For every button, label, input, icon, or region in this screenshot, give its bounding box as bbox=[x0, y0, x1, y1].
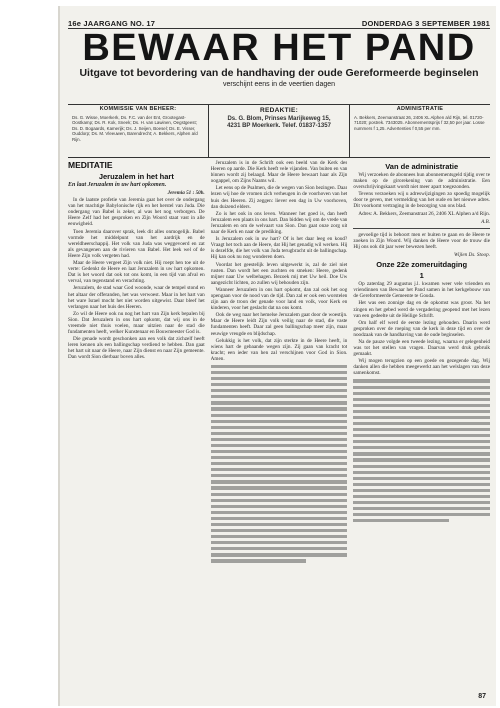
zomer-heading: Onze 22e zomeruitdaging bbox=[376, 260, 468, 270]
commissie-heading: KOMMISSIE VAN BEHEER: bbox=[99, 106, 177, 112]
newspaper-subtitle: Uitgave tot bevordering van de handhaving der oude Gereformeerde beginselen bbox=[79, 67, 479, 79]
zomer-paragraph: Op zaterdag 29 augustus j.l. kwamen weer vele vrienden en vriendinnen van Bewaar het Pand samen in het kerkgebouw van de Gereformeerde Gemeente te Gouda. bbox=[353, 281, 491, 300]
meditatie-paragraph: Zo is het ook in ons leven. Wanneer het goed is, dan heeft Jeruzalem een plaats in ons hart. Dan bidden wij om de vrede van Jeruzalem en om de welvaart van Sion. Dan gaat onze zorg uit naar de Kerk en naar de prediking. bbox=[210, 210, 348, 236]
meditatie-reference: Jeremia 51 : 50b. bbox=[167, 190, 205, 196]
previous-article-end: gevoelige tijd is behoort men er buiten te gaan en de Heere te zoeken in Zijn Woord. Wij danken de Heere voor de trouw die Hij ons ook dit jaar weer bewezen heeft. bbox=[353, 231, 491, 250]
meditatie-label: MEDITATIE bbox=[68, 160, 113, 170]
article-columns bbox=[68, 160, 490, 696]
commissie-text: Ds. G. Wisse, Moerkerk, Ds. F.C. van der Ent, Grootegast-Oostkamp; Ds. R. Kok, Sneek; Ds. H. van Lawinen, Oegstgeest; Ds. D. Bogaards, Kamerijk; Ds. J. Seijen, Boesel; Ds. E. Visser, Ouddorp; Ds. M. Vleeuwen, Barendrecht; A. Bekkers, Alphen a/d Rijn. bbox=[72, 114, 198, 142]
meditatie-paragraph: Toen Jeremia daarover sprak, leek dit alles onmogelijk. Babel vormde het middelpunt van het aardrijk en de wereldheerschappij. Het volk van Juda was weggevoerd en zat als gevangenen aan de rivieren van Babel. Het leek wel of de Heere Zijn volk vergeten had. bbox=[68, 228, 205, 259]
administratie-box bbox=[349, 105, 490, 157]
section-divider bbox=[353, 228, 490, 229]
meditatie-quote: En laat Jeruzalem in uw hart opkomen. bbox=[68, 182, 167, 188]
zomer-number: 1 bbox=[419, 271, 424, 281]
administratie-text: A. Bekkers, Zeemanstraat 26, 2406 XL Alphen a/d Rijn, tel. 01720-71020; postrek. 7343025. Abonnementsprijs f 32,50 per jaar. Losse nummers f 1,25. Advertenties f 0,55 per mm. bbox=[354, 114, 485, 131]
zomer-paragraph: Wij mogen terugzien op een goede en gezegende dag. Wij danken allen die hebben meegewerkt aan het welslagen van deze samenkomst. bbox=[353, 358, 491, 377]
publication-frequency: verschijnt eens in de veertien dagen bbox=[222, 81, 336, 88]
zomer-paragraph: Na de pauze volgde een tweede lezing, waarna er gelegenheid was tot het stellen van vragen. Daarvan werd druk gebruik gemaakt. bbox=[353, 338, 491, 358]
meditatie-paragraph: Let eens op de Psalmen, die de wegen van Sion bezingen. Daar lezen wij hoe de vromen zich verheugen in de voorhoven van het huis des Heeren. Zij zeggen: liever een dag in Uw voorhoven, dan duizend elders. bbox=[210, 185, 348, 210]
commissie-box bbox=[68, 105, 208, 157]
unreadable-text-block bbox=[353, 379, 490, 522]
newspaper-page bbox=[60, 6, 496, 706]
meditatie-paragraph: Gelukkig is het volk, dat zijn sterkte in de Heere heeft, in wiens hart de gebaande wegen zijn. Zij gaan van kracht tot kracht; een ieder van hen zal verschijnen voor God in Sion. Amen. bbox=[210, 337, 348, 362]
administratie-heading: ADMINISTRATIE bbox=[396, 106, 444, 112]
issue-date: DONDERDAG 3 SEPTEMBER 1981 bbox=[361, 19, 490, 28]
administratie-notice-sign: A.B. bbox=[481, 218, 491, 225]
column-2 bbox=[211, 160, 348, 696]
meditatie-paragraph: Die genade wordt geschonken aan een volk dat zichzelf heeft leren kennen als een ballingschap verdiend te hebben. Dan gaat het hart uit naar de Heere, naar Zijn dienst en naar Zijn gemeente. Dan wordt Sion dierbaar boven alles. bbox=[68, 336, 205, 361]
administratie-notice-heading: Van de administratie bbox=[385, 162, 459, 171]
meditatie-paragraph: In de laatste profetie van Jeremia gaat het over de ondergang van het machtige Babylonische rijk en het herstel van Juda. Die ondergang van Babel is zeker, al was het nog verborgen. De Heere Zelf had het gesproken en Zijn Woord staat vast in alle eeuwigheid. bbox=[68, 197, 205, 228]
column-3 bbox=[353, 160, 490, 696]
meditatie-title: Jeruzalem in het hart bbox=[98, 172, 174, 181]
meditatie-paragraph: Is Jeruzalem ook in uw hart? Of is het daar leeg en koud? Vraagt het toch aan de Heere, dat Hij het genadig wil werken. Hij is dezelfde, die het volk van Juda terugbracht uit de ballingschap. Hij kan ook nu nog wonderen doen. bbox=[210, 236, 348, 261]
meditatie-paragraph: Jeruzalem, de stad waar God woonde, waar de tempel stond en het altaar der offeranden, het was verwoest. Maar in het hart van het ware Israel mocht het niet worden uitgewist. Daar bleef het verlangen naar het huis des Heeren. bbox=[68, 285, 205, 310]
redactie-line-1: Ds. G. Blom, Prinses Marijkeweg 15, bbox=[227, 116, 331, 122]
redactie-heading: REDAKTIE: bbox=[259, 107, 299, 114]
meditatie-paragraph: Voordat het geestelijk leven uitgewerkt is, zal de ziel niet rusten. Dan wordt het een zuchten en smeken: Heere, gedenk mijner naar Uw welbehagen. Bezoek mij met Uw heil. Doe Uw aangezicht lichten, zo zullen wij behouden zijn. bbox=[210, 261, 348, 286]
meditatie-paragraph: Maar de Heere vergeet Zijn volk niet. Hij roept hen toe uit de verte: Gedenkt de Heere en laat Jeruzalem in uw hart opkomen. Dat is het woord dat ook tot ons komt, in een tijd van afval en verval, van tegenstand en verachting. bbox=[68, 260, 205, 285]
page-number: 87 bbox=[478, 693, 486, 700]
zomer-paragraph: Om half elf werd de eerste lezing gehouden. Daarin werd gesproken over de roeping van de kerk in deze tijd en over de noodzaak van de handhaving van de oude beginselen. bbox=[353, 319, 491, 338]
info-bar bbox=[68, 104, 490, 158]
administratie-notice-paragraph: Tevens verzoeken wij u adreswijzigingen zo spoedig mogelijk door te geven, met vermelding van het oude en het nieuwe adres. Dit voorkomt vertraging in de bezorging van ons blad. bbox=[353, 191, 491, 210]
redactie-line-2: 4231 BP Moerkerk. Telef. 01837-1357 bbox=[227, 123, 331, 129]
issue-number: 16e JAARGANG NO. 17 bbox=[68, 19, 156, 28]
newspaper-title: BEWAAR HET PAND bbox=[82, 27, 476, 69]
administratie-notice-paragraph: Adres: A. Bekkers, Zeemanstraat 26, 2406 XL Alphen a/d Rijn. bbox=[358, 210, 490, 217]
unreadable-text-block bbox=[211, 365, 348, 563]
column-1 bbox=[68, 160, 205, 696]
meditatie-paragraph: Wanneer Jeruzalem in ons hart opkomt, dan zal ook het oog opengaan voor de nood van de tijd. Dan zal er ook een worstelen zijn aan de troon der genade voor land en volk, voor Kerk en kinderen, voor het geslacht dat na ons komt. bbox=[210, 286, 348, 312]
zomer-paragraph: Het was een zonnige dag en de opkomst was groot. Na het zingen en het gebed werd de vergadering geopend met het lezen van een gedeelte uit de Heilige Schrift. bbox=[353, 300, 491, 319]
meditatie-paragraph: Ook de weg naar het hemelse Jeruzalem gaat door de woestijn. Maar de Heere leidt Zijn volk veilig naar de stad, die vaste fundamenten heeft. Daar zal geen ballingschap meer zijn, maar eeuwige vreugde en blijdschap. bbox=[210, 312, 348, 337]
masthead bbox=[68, 28, 490, 88]
previous-article-signature: Wijlen Ds. Stoop. bbox=[453, 252, 491, 259]
meditatie-paragraph: Zo wil de Heere ook nu nog het hart van Zijn kerk bepalen bij Sion. Dat Jeruzalem in ons hart opkomt, dat wij ons in de vreemde niet thuis voelen, maar uitzien naar de stad die fundamenten heeft, welker Kunstenaar en Bouwmeester God is. bbox=[68, 310, 205, 336]
administratie-notice-paragraph: Wij verzoeken de abonnees hun abonnementsgeld tijdig over te maken op de girorekening van de administratie. Een overschrijvingskaart wordt niet meer apart toegezonden. bbox=[353, 172, 491, 191]
meditatie-paragraph: Jeruzalem is in de Schrift ook een beeld van de Kerk des Heeren op aarde. Die Kerk heeft vele vijanden. Van buiten en van binnen wordt zij belaagd. Maar de Heere bewaart haar als Zijn oogappel, om Zijns Naams wil. bbox=[210, 160, 348, 185]
redactie-box bbox=[208, 105, 349, 157]
